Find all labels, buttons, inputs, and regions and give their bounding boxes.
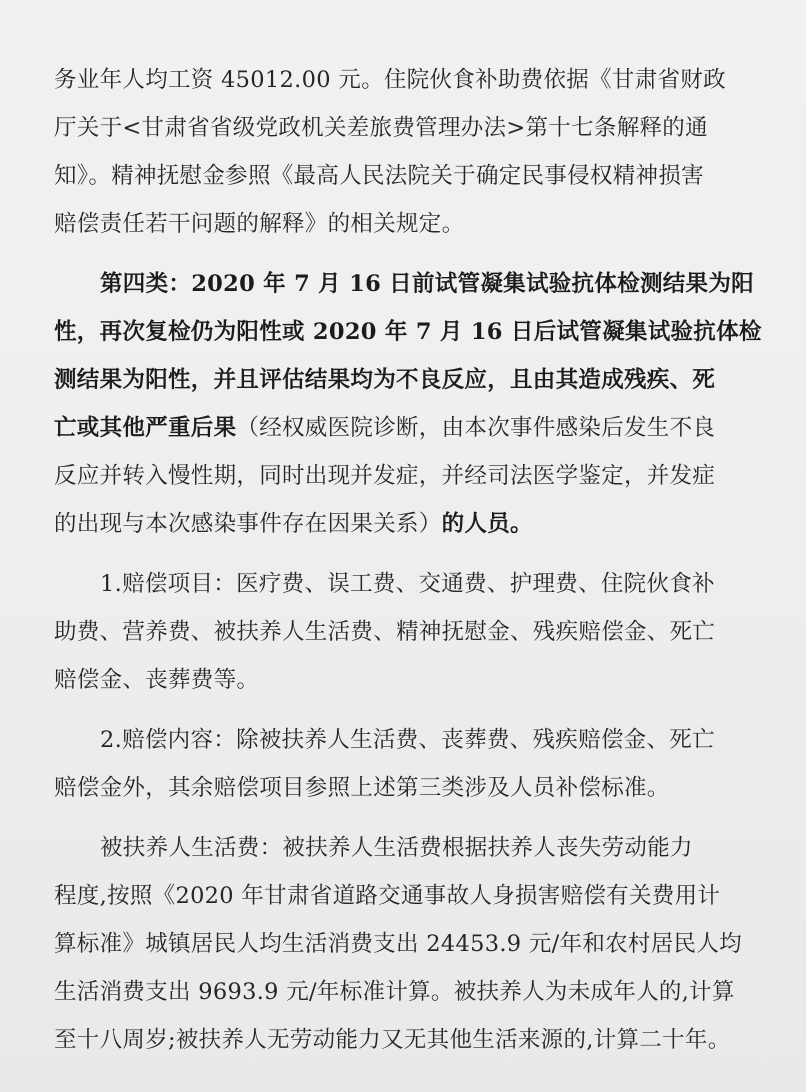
text-line-mixed	[54, 404, 758, 452]
paragraph-compensation-content	[54, 716, 758, 812]
paragraph-category-four	[54, 260, 762, 548]
paragraph-gap	[54, 812, 758, 824]
normal-segment: 的出现与本次感染事件存在因果关系）	[54, 511, 442, 537]
text-line-bold: 测结果为阳性，并且评估结果均为不良反应，且由其造成残疾、死	[54, 367, 716, 393]
text-line: 算标准》城镇居民人均生活消费支出 24453.9 元/年和农村居民人均	[54, 931, 742, 957]
text-line-mixed	[54, 500, 758, 548]
text-line: 赔偿责任若干问题的解释》的相关规定。	[54, 211, 465, 237]
text-line: 至十八周岁;被扶养人无劳动能力又无其他生活来源的,计算二十年。	[54, 1027, 731, 1053]
text-line: 助费、营养费、被扶养人生活费、精神抚慰金、残疾赔偿金、死亡	[54, 619, 716, 645]
paragraph-salary-standard	[54, 56, 758, 248]
paragraph-compensation-items	[54, 560, 758, 704]
text-line: 知》。精神抚慰金参照《最高人民法院关于确定民事侵权精神损害	[54, 163, 704, 189]
text-line: 赔偿金外，其余赔偿项目参照上述第三类涉及人员补偿标准。	[54, 775, 670, 801]
normal-segment: （经权威医院诊断，由本次事件感染后发生不良	[236, 415, 716, 441]
text-line: 反应并转入慢性期，同时出现并发症，并经司法医学鉴定，并发症	[54, 463, 716, 489]
text-line: 被扶养人生活费：被扶养人生活费根据扶养人丧失劳动能力	[100, 835, 693, 861]
paragraph-gap	[54, 548, 758, 560]
bold-segment: 亡或其他严重后果	[54, 415, 237, 441]
text-line: 务业年人均工资 45012.00 元。住院伙食补助费依据《甘肃省财政	[54, 67, 726, 93]
text-line: 程度,按照《2020 年甘肃省道路交通事故人身损害赔偿有关费用计	[54, 883, 721, 909]
paragraph-gap	[54, 248, 758, 260]
text-line: 生活消费支出 9693.9 元/年标准计算。被扶养人为未成年人的,计算	[54, 979, 735, 1005]
text-line: 厅关于<甘肃省省级党政机关差旅费管理办法>第十七条解释的通	[54, 115, 708, 141]
text-line-bold: 性，再次复检仍为阳性或 2020 年 7 月 16 日后试管凝集试验抗体检	[54, 319, 762, 345]
text-line-bold: 第四类：2020 年 7 月 16 日前试管凝集试验抗体检测结果为阳	[100, 271, 754, 297]
bold-segment: 的人员。	[441, 511, 533, 537]
text-line: 2.赔偿内容：除被扶养人生活费、丧葬费、残疾赔偿金、死亡	[100, 727, 715, 753]
text-line: 赔偿金、丧葬费等。	[54, 667, 260, 693]
paragraph-dependent-living-cost	[54, 824, 758, 1064]
paragraph-gap	[54, 704, 758, 716]
text-line: 1.赔偿项目：医疗费、误工费、交通费、护理费、住院伙食补	[100, 571, 715, 597]
